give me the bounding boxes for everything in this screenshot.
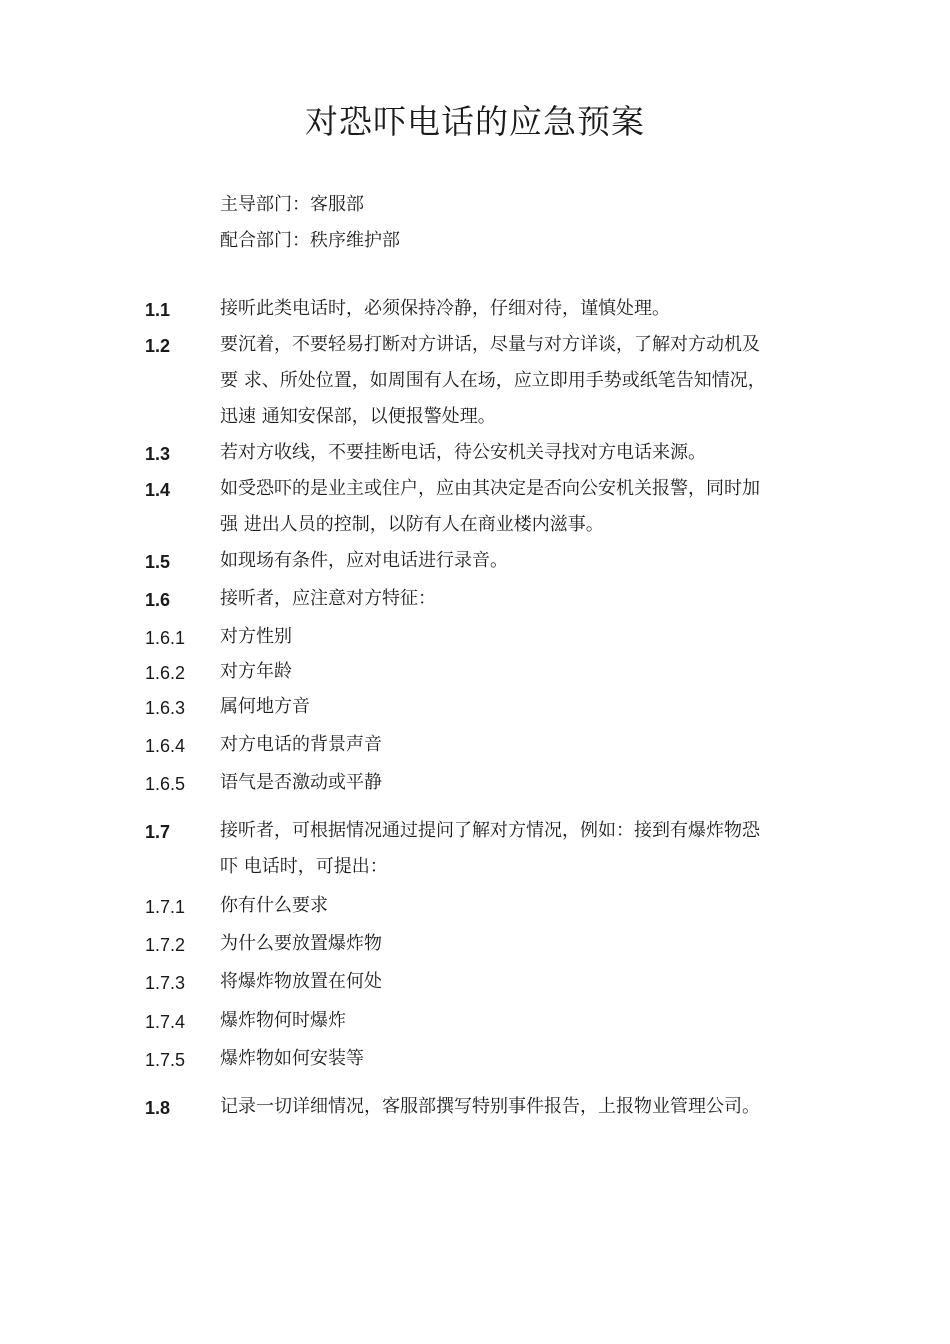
clause-number: 1.7.2 (145, 935, 186, 955)
clause-text (220, 435, 800, 471)
clause-number: 1.6.2 (145, 663, 186, 683)
clause-number: 1.2 (145, 336, 171, 356)
clause-line: 爆炸物如何安装等 (220, 1048, 364, 1069)
clause-line: 接听此类电话时，必须保持冷静，仔细对待，谨慎处理。 (220, 298, 670, 319)
clause-number: 1.5 (145, 552, 171, 572)
clause-line: 记录一切详细情况，客服部撰写特别事件报告，上报物业管理公司。 (220, 1096, 760, 1117)
clause-number: 1.7.1 (145, 897, 186, 917)
clause-text (220, 619, 800, 655)
clause-number: 1.7.5 (145, 1050, 186, 1070)
clause-text (220, 327, 800, 435)
clause-number: 1.7 (145, 822, 171, 842)
clause-number: 1.6 (145, 590, 171, 610)
clause-line: 对方电话的背景声音 (220, 734, 382, 755)
clause-text (220, 926, 800, 962)
clause-line: 要 求、所处位置，如周围有人在场，应立即用手势或纸笔告知情况， (220, 370, 766, 391)
clause-line: 将爆炸物放置在何处 (220, 971, 382, 992)
clause-line: 语气是否激动或平静 (220, 772, 382, 793)
clause-number: 1.7.4 (145, 1012, 186, 1032)
clause-line: 爆炸物何时爆炸 (220, 1010, 346, 1031)
clause-number: 1.7.3 (145, 973, 186, 993)
clause-line: 如受恐吓的是业主或住户，应由其决定是否向公安机关报警，同时加 (220, 478, 760, 499)
clause-number: 1.6.1 (145, 628, 186, 648)
lead-department: 主导部门：客服部 (220, 194, 364, 215)
clause-line: 强 进出人员的控制，以防有人在商业楼内滋事。 (220, 514, 604, 535)
clause-line: 若对方收线，不要挂断电话，待公安机关寻找对方电话来源。 (220, 442, 706, 463)
clause-line: 接听者，应注意对方特征： (220, 588, 436, 609)
clause-number: 1.6.4 (145, 736, 186, 756)
clause-line: 对方年龄 (220, 661, 292, 682)
cooperating-department: 配合部门：秩序维护部 (220, 230, 400, 251)
clause-text (220, 689, 800, 725)
clause-text (220, 1003, 800, 1039)
clause-text (220, 888, 800, 924)
clause-line: 对方性别 (220, 626, 292, 647)
clause-number: 1.1 (145, 300, 171, 320)
clause-line: 迅速 通知安保部，以便报警处理。 (220, 406, 496, 427)
clause-number: 1.4 (145, 480, 171, 500)
clause-text (220, 813, 800, 885)
clause-line: 如现场有条件，应对电话进行录音。 (220, 550, 508, 571)
clause-line: 你有什么要求 (220, 895, 328, 916)
clause-line: 吓 电话时，可提出： (220, 856, 388, 877)
clause-text (220, 291, 800, 327)
document-title: 对恐吓电话的应急预案 (305, 102, 645, 141)
clause-text (220, 727, 800, 763)
clause-text (220, 471, 800, 543)
clause-number: 1.8 (145, 1098, 171, 1118)
clause-text (220, 765, 800, 801)
clause-text (220, 1041, 800, 1077)
clause-line: 要沉着，不要轻易打断对方讲话，尽量与对方详谈，了解对方动机及 (220, 334, 760, 355)
clause-text (220, 964, 800, 1000)
clause-line: 接听者，可根据情况通过提问了解对方情况，例如：接到有爆炸物恐 (220, 820, 760, 841)
clause-text (220, 581, 800, 617)
clause-number: 1.6.3 (145, 698, 186, 718)
clause-line: 属何地方音 (220, 696, 310, 717)
clause-number: 1.6.5 (145, 774, 186, 794)
clause-line: 为什么要放置爆炸物 (220, 933, 382, 954)
clause-text (220, 1089, 800, 1125)
clause-number: 1.3 (145, 444, 171, 464)
clause-text (220, 543, 800, 579)
clause-text (220, 654, 800, 690)
